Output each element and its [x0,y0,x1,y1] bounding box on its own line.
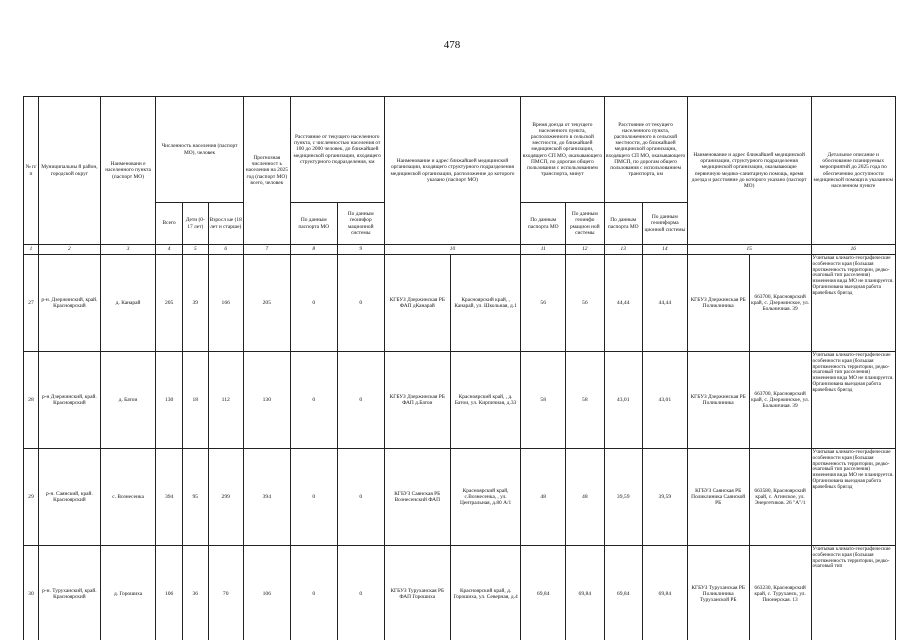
district-cell: р-н. Саянский, край. Красноярский [38,449,100,546]
time-gis: 58 [566,352,604,449]
table-row [24,255,896,352]
col-number: 2 [38,245,100,255]
forecast-cell: 106 [243,546,290,640]
description-cell: Учитывая климато-географические особенности края (большая протяженность территории, редко-очаговый тип расселения) изменения вида МО не планируется. Организована выездная работа врачебных бригад [811,255,895,352]
header-travel-time: Время доезда от текущего населенного пункта, расположенного в сельской местности, до ближайшей медицинской организации, входящего СП МО, оказывающего ПМСП, по дорогам общего пользования с использованием транспорта, минут [521,97,604,203]
settlement-cell: с. Вознесенка [100,449,155,546]
header-time-passport: По данным паспорта МО [521,203,566,245]
row-number: 29 [24,449,39,546]
pmsp-org-name: КГБУЗ Саянская РБ Поликлиника Саянской РБ [687,449,749,546]
km-gis: 39,59 [642,449,687,546]
col-number: 9 [337,245,384,255]
col-number: 16 [811,245,895,255]
header-number: № п/ п [24,97,39,245]
header-settlement: Наименовани е населенного пункта (паспорт МО) [100,97,155,245]
nearest-org-address: Красноярский край, , Канарай, ул. Школьная, д.1 [450,255,520,352]
header-pmsp-org: Наименование и адрес ближайшей медицинской организации, структурного подразделения медицинской организации, оказывающие первичную медико-санитарную помощь, время доезда и расстояние до которого указано (паспорт МО) [687,97,811,245]
population-adults: 166 [208,255,243,352]
pmsp-org-name: КГБУЗ Дзержинская РБ Поликлиника [687,255,749,352]
population-total: 106 [156,546,183,640]
col-number: 6 [208,245,243,255]
col-number: 11 [521,245,566,255]
header-km-passport: По данным паспорта МО [604,203,642,245]
header-total: Всего [156,203,183,245]
table-row [24,546,896,640]
header-distance-org: Расстояние от текущего населенного пункта, с численностью населения от 100 до 2000 человек, до ближайшей медицинской организации, входящего структурного подразделения, км [290,97,384,203]
population-children: 95 [182,449,208,546]
time-passport: 56 [521,255,566,352]
distance-passport: 0 [290,449,337,546]
distance-passport: 0 [290,352,337,449]
header-district: Муниципальны й район, городской округ [38,97,100,245]
description-cell: Учитывая климато-географические особенности края (большая протяженность территории, редко-очаговый тип расселения) изменения вида МО не планируется. Организована выездная работа врачебных бригад [811,449,895,546]
nearest-org-address: Красноярский край, с.Вознесенка, , ул. Центральная, д.80 А/1 [450,449,520,546]
col-number: 3 [100,245,155,255]
table-container [23,96,896,640]
col-number: 5 [182,245,208,255]
km-passport: 69,84 [604,546,642,640]
time-gis: 69,84 [566,546,604,640]
population-total: 394 [156,449,183,546]
km-passport: 43,01 [604,352,642,449]
header-adults: Взросл ые (18 лет и старше) [208,203,243,245]
distance-gis: 0 [337,255,384,352]
col-number: 1 [24,245,39,255]
distance-gis: 0 [337,449,384,546]
district-cell: р-н Дзержинский, край. Красноярский [38,352,100,449]
header-km-gis: По данным геоинформа ционной системы [642,203,687,245]
pmsp-org-address: 663230, Красноярский край, с. Туруханск, ул. Пионерская. 13 [749,546,811,640]
header-dist-passport: По данным паспорта МО [290,203,337,245]
nearest-org-address: Красноярский край, , д. Батои, ул. Кирпичная, д.33 [450,352,520,449]
time-passport: 48 [521,449,566,546]
col-number: 14 [642,245,687,255]
header-time-gis: По данным геоинфо рмацион ной системы [566,203,604,245]
pmsp-org-address: 663700, Красноярский край, с. Дзержинское, ул. Больничная. 39 [749,255,811,352]
table-row [24,352,896,449]
nearest-org-address: Красноярский край, д. Горошиха, ул. Северная, д.4 [450,546,520,640]
population-total: 205 [156,255,183,352]
forecast-cell: 394 [243,449,290,546]
time-gis: 56 [566,255,604,352]
distance-gis: 0 [337,546,384,640]
pmsp-org-name: КГБУЗ Дзержинская РБ Поликлиника [687,352,749,449]
nearest-org-name: КГБУЗ Дзержинская РБ ФАП д.Батои [384,352,450,449]
forecast-cell: 130 [243,352,290,449]
description-cell: Учитывая климато-географические особенности края (большая протяженность территории, редко-очаговый тип расселения) изменения вида МО не планируется. Организована выездная работа врачебных бригад [811,352,895,449]
distance-gis: 0 [337,352,384,449]
page-number: 478 [443,39,461,51]
row-number: 27 [24,255,39,352]
pmsp-org-address: 663700, Красноярский край, с. Дзержинское, ул. Больничная. 39 [749,352,811,449]
km-gis: 44,44 [642,255,687,352]
col-number: 10 [384,245,521,255]
settlement-cell: д. Канарай [100,255,155,352]
header-population: Численность населения (паспорт МО), человек [156,97,244,203]
population-adults: 299 [208,449,243,546]
col-number: 8 [290,245,337,255]
distance-passport: 0 [290,546,337,640]
pmsp-org-address: 663580, Красноярский край, с. Агинское, ул. Энергетиков. 26 "А"/1 [749,449,811,546]
district-cell: р-н. Туруханский, край. Красноярский [38,546,100,640]
header-road-distance: Расстояние от текущего населенного пункта, расположенного в сельской местности, до ближайшей медицинской организации, входящего СП МО, оказывающего ПМСП, по дорогам общего пользования с использованием транспорта, км [604,97,687,203]
col-number: 13 [604,245,642,255]
population-children: 39 [182,255,208,352]
header-dist-gis: По данным геоинфор мационной системы [337,203,384,245]
district-cell: р-н. Дзержинский, край. Красноярский [38,255,100,352]
nearest-org-name: КГБУЗ Туруханская РБ ФАП Горошиха [384,546,450,640]
population-children: 36 [182,546,208,640]
nearest-org-name: КГБУЗ Саянская РБ Вознесенский ФАП [384,449,450,546]
time-passport: 58 [521,352,566,449]
header-nearest-org: Наименование и адрес ближайшей медицинской организации, входящего структурного подразделения медицинской организации, расположение до которого указано (паспорт МО) [384,97,521,245]
pmsp-org-name: КГБУЗ Туруханская РБ Поликлиника Туруханской РБ [687,546,749,640]
km-gis: 43,01 [642,352,687,449]
km-gis: 69,84 [642,546,687,640]
col-number: 7 [243,245,290,255]
population-adults: 70 [208,546,243,640]
col-number: 15 [687,245,811,255]
forecast-cell: 205 [243,255,290,352]
header-children: Дети (0-17 лет) [182,203,208,245]
header-forecast: Прогнозная численност ь населения на 2025 год (паспорт МО) всего, человек [243,97,290,245]
distance-passport: 0 [290,255,337,352]
row-number: 28 [24,352,39,449]
description-cell: Учитывая климато-географические особенности края (большая протяженность территории, редко-очаговый тип [811,546,895,640]
header-description: Детальное описание и обоснование планируемых мероприятий до 2025 года по обеспечению доступности медицинской помощи в указанном населенном пункте [811,97,895,245]
time-passport: 69,84 [521,546,566,640]
settlement-cell: д. Батои [100,352,155,449]
population-total: 130 [156,352,183,449]
settlement-cell: д. Горошиха [100,546,155,640]
row-number: 30 [24,546,39,640]
col-number: 12 [566,245,604,255]
col-number: 4 [156,245,183,255]
nearest-org-name: КГБУЗ Дзержинская РБ ФАП дКанарай [384,255,450,352]
time-gis: 48 [566,449,604,546]
table-row [24,449,896,546]
population-adults: 112 [208,352,243,449]
km-passport: 39,59 [604,449,642,546]
population-children: 18 [182,352,208,449]
km-passport: 44,44 [604,255,642,352]
medical-access-table [23,96,896,640]
